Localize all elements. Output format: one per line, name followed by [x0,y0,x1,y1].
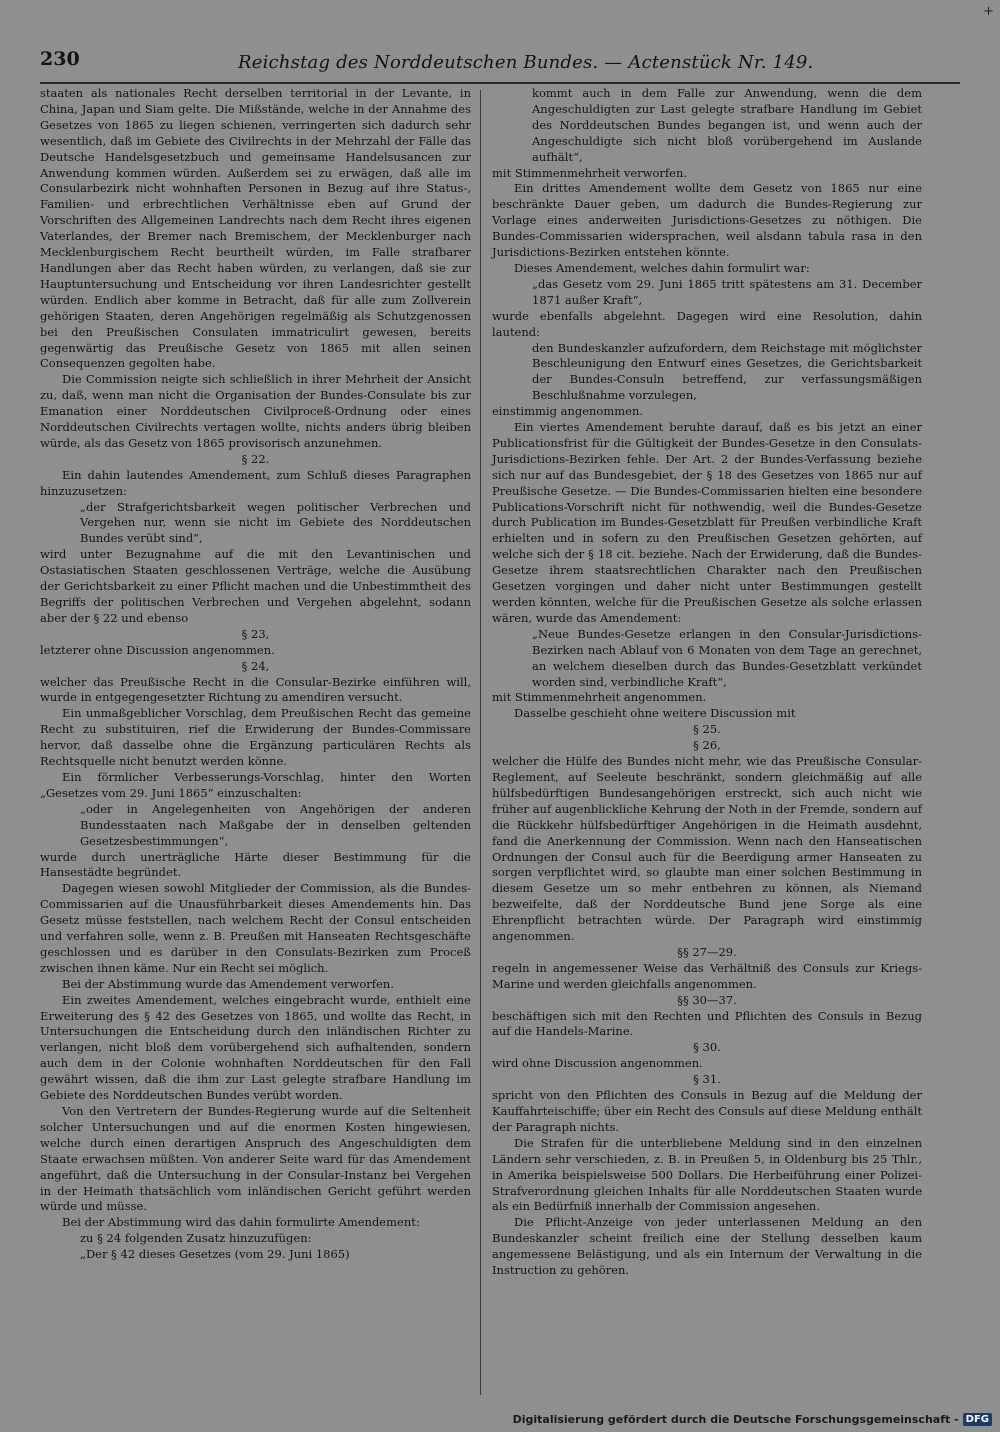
paragraph: Dieses Amendement, welches dahin formulirt war: [514,260,810,275]
paragraph: Ein dahin lautendes Amendement, zum Schluß dieses Paragraphen hinzuzusetzen: [40,467,471,498]
right-column [492,86,922,1279]
section-heading: § 26, [693,738,721,753]
section-heading: § 24, [241,658,270,673]
section-heading: § 30. [693,1040,721,1055]
paragraph: letzterer ohne Discussion angenommen. [40,642,275,657]
paragraph: mit Stimmenmehrheit angenommen. [492,690,707,705]
paragraph: „der Strafgerichtsbarkeit wegen politischer Verbrechen und Vergehen nur, wenn sie nicht im Gebiete des Norddeutschen Bundes verübt sind“, [80,499,471,546]
paragraph: wurde durch unerträgliche Härte dieser Bestimmung für die Hansestädte begründet. [40,849,471,880]
paragraph: Die Strafen für die unterbliebene Meldung sind in den einzelnen Ländern sehr verschieden, z. B. in Preußen 5, in Oldenburg bis 25 Thlr., in Amerika beispielsweise 500 Dollars. Die Herbeiführung einer Polizei-Strafverordnung gleichen Inhalts für alle Norddeutschen Staaten wurde als ein Bedürfniß innerhalb der Commission angesehen. [492,1135,922,1214]
footer-credit: Digitalisierung gefördert durch die Deutsche Forschungsgemeinschaft - [512,1413,959,1426]
paragraph: welcher das Preußische Recht in die Consular-Bezirke einführen will, wurde in entgegengesetzter Richtung zu amendiren versucht. [40,674,471,705]
section-heading: § 22. [241,451,270,466]
paragraph: regeln in angemessener Weise das Verhältniß des Consuls zur Kriegs-Marine und werden gleichfalls angenommen. [492,960,922,991]
scan-edge-mark: + [983,4,994,19]
header-rule [40,82,960,84]
paragraph: Von den Vertretern der Bundes-Regierung wurde auf die Seltenheit solcher Untersuchungen und auf die enormen Kosten hingewiesen, welche durch einen derartigen Anspruch des Angeschuldigten dem Staate erwachsen müßten. Von anderer Seite ward für das Amendement angeführt, daß die Untersuchung in der Consular-Instanz bei Vergehen in der Heimath thatsächlich vom inländischen Gericht geführt werden würde und müsse. [40,1104,471,1214]
column-divider [480,90,481,1395]
paragraph: den Bundeskanzler aufzufordern, dem Reichstage mit möglichster Beschleunigung den Entwurf eines Gesetzes, die Gerichtsbarkeit der Bundes-Consuln betreffend, zur verfassungsmäßigen Beschlußnahme vorzulegen, [532,340,922,403]
running-head: Reichstag des Norddeutschen Bundes. — Actenstück Nr. 149. [238,52,814,73]
paragraph: „Neue Bundes-Gesetze erlangen in den Consular-Jurisdictions-Bezirken nach Ablauf von 6 Monaten von dem Tage an gerechnet, an welchem dieselben durch das Bundes-Gesetzblatt verkündet worden sind, verbindliche Kraft“, [532,626,922,689]
paragraph: Die Pflicht-Anzeige von jeder unterlassenen Meldung an den Bundeskanzler scheint freilich eine der Stellung desselben kaum angemessene Belästigung, und als ein Internum der Verwaltung in die Instruction zu gehören. [492,1215,922,1278]
paragraph: staaten als nationales Recht derselben territorial in der Levante, in China, Japan und Siam gelte. Die Mißstände, welche in der Annahme des Gesetzes von 1865 zu liegen schienen, verringerten sich dadurch sehr wesentlich, daß im Gebiete des Civilrechts in der Mehrzahl der Fälle das Deutsche Handelsgesetzbuch und gemeinsame Handelsusancen zur Anwendung kommen würden. Außerdem sei zu erwägen, daß alle im Consularbezirk nicht wohnhaften Personen in Bezug auf ihre Status-, Familien- und erbrechtlichen Verhältnisse eben auf Grund der Vorschriften des Allgemeinen Landrechts nach dem Recht ihres eigenen Vaterlandes, der Bremer nach Bremischem, der Mecklenburger nach Mecklenburgischem Recht beurtheilt würden, im Falle strafbarer Handlungen aber das Recht haben würden, zu verlangen, daß sie zur Hauptuntersuchung und Entscheidung vor ihren Landesrichter gestellt würden. Endlich aber komme in Betracht, daß für alle zum Zollverein gehörigen Staaten, deren Angehörigen regelmäßig als Schutzgenossen bei den Preußischen Consulaten immatriculirt gewesen, bereits gegenwärtig das Preußische Gesetz von 1865 mit allen seinen Consequenzen gegolten habe. [40,86,471,371]
paragraph: spricht von den Pflichten des Consuls in Bezug auf die Meldung der Kauffahrteischiffe; über ein Recht des Consuls auf diese Meldung enthält der Paragraph nichts. [492,1088,922,1134]
paragraph: „oder in Angelegenheiten von Angehörigen der anderen Bundesstaaten nach Maßgabe der in denselben geltenden Gesetzesbestimmungen“, [80,801,471,848]
paragraph: Ein unmaßgeblicher Vorschlag, dem Preußischen Recht das gemeine Recht zu substituiren, rief die Erwiderung der Bundes-Commissare hervor, daß dasselbe ohne die Ergänzung particulären Rechts als Rechtsquelle nicht benutzt werden könne. [40,706,471,769]
section-heading: § 31. [693,1072,721,1087]
paragraph: beschäftigen sich mit den Rechten und Pflichten des Consuls in Bezug auf die Handels-Marine. [492,1008,922,1039]
paragraph: wird ohne Discussion angenommen. [492,1056,703,1071]
paragraph: Die Commission neigte sich schließlich in ihrer Mehrheit der Ansicht zu, daß, wenn man nicht die Organisation der Bundes-Consulate bis zur Emanation einer Norddeutschen Civilproceß-Ordnung oder eines Norddeutschen Civilrechts vertagen wollte, nichts anders übrig bleiben würde, als das Gesetz von 1865 provisorisch anzunehmen. [40,372,471,450]
paragraph: einstimmig angenommen. [492,404,644,419]
footer [513,1413,992,1426]
paragraph: Dagegen wiesen sowohl Mitglieder der Commission, als die Bundes-Commissarien auf die Unausführbarkeit dieses Amendements hin. Das Gesetz müsse feststellen, nach welchem Recht der Consul entscheiden und verfahren solle, wenn z. B. Preußen mit Hanseaten Rechtsgeschäfte geschlossen und es darüber in den Consulats-Bezirken zum Proceß zwischen ihnen käme. Nur ein Recht sei möglich. [40,881,471,975]
paragraph: „das Gesetz vom 29. Juni 1865 tritt spätestens am 31. December 1871 außer Kraft“, [532,276,922,307]
paragraph: zu § 24 folgenden Zusatz hinzuzufügen: [80,1231,312,1246]
paragraph: Bei der Abstimmung wurde das Amendement verworfen. [62,976,394,991]
left-column [40,86,471,1263]
paragraph: Ein viertes Amendement beruhte darauf, daß es bis jetzt an einer Publicationsfrist für die Gültigkeit der Bundes-Gesetze in den Consulats-Jurisdictions-Bezirken fehle. Der Art. 2 der Bundes-Verfassung beziehe sich nur auf das Bundesgebiet, der § 18 des Gesetzes von 1865 nur auf Preußische Gesetze. — Die Bundes-Commissarien hielten eine besondere Publications-Vorschrift nicht für nothwendig, weil die Bundes-Gesetze durch Publication im Bundes-Gesetzblatt für Preußen verbindliche Kraft erhielten und in sofern zu den Preußischen Gesetzen gehörten, auf welche sich der § 18 cit. beziehe. Nach der Erwiderung, daß die Bundes-Gesetze ihrem staatsrechtlichen Charakter nach den Preußischen Gesetzen vorgingen und daher nicht unter Bestimmungen gestellt werden könnten, welche für die Preußischen Gesetze als solche erlassen wären, wurde das Amendement: [492,420,922,625]
paragraph: mit Stimmenmehrheit verworfen. [492,165,688,180]
paragraph: Ein zweites Amendement, welches eingebracht wurde, enthielt eine Erweiterung des § 42 des Gesetzes von 1865, und wollte das Recht, in Untersuchungen die Entscheidung durch den inländischen Richter zu verlangen, nicht bloß dem vorübergehend sich aufhaltenden, sondern auch dem in der Colonie wohnhaften Norddeutschen für den Fall gewährt wissen, daß die ihm zur Last gelegte strafbare Handlung im Gebiete des Norddeutschen Bundes verübt worden. [40,992,471,1103]
paragraph: wurde ebenfalls abgelehnt. Dagegen wird eine Resolution, dahin lautend: [492,308,922,339]
paragraph: Ein förmlicher Verbesserungs-Vorschlag, hinter den Worten „Gesetzes vom 29. Juni 1865“ einzuschalten: [40,769,471,800]
page-number: 230 [40,48,80,70]
paragraph: Dasselbe geschieht ohne weitere Discussion mit [514,706,796,721]
paragraph: Bei der Abstimmung wird das dahin formulirte Amendement: [62,1215,420,1230]
section-heading: § 23, [241,626,270,641]
paragraph: Ein drittes Amendement wollte dem Gesetz von 1865 nur eine beschränkte Dauer geben, um dadurch die Bundes-Regierung zur Vorlage eines anderweiten Jurisdictions-Gesetzes zu nöthigen. Die Bundes-Commissarien widersprachen, weil alsdann tabula rasa in den Jurisdictions-Bezirken entstehen könnte. [492,181,922,260]
section-heading: §§ 30—37. [677,992,737,1007]
section-heading: §§ 27—29. [677,944,737,959]
section-heading: § 25. [693,722,721,737]
paragraph: kommt auch in dem Falle zur Anwendung, wenn die dem Angeschuldigten zur Last gelegte strafbare Handlung im Gebiet des Norddeutschen Bundes begangen ist, und wenn auch der Angeschuldigte sich nicht bloß vorübergehend im Auslande aufhält“, [532,86,922,164]
dfg-logo: DFG [963,1413,992,1426]
paragraph: welcher die Hülfe des Bundes nicht mehr, wie das Preußische Consular-Reglement, auf Seeleute beschränkt, sondern gleichmäßig auf alle hülfsbedürftigen Bundesangehörigen erstreckt, sich auch nicht wie früher auf augenblickliche Kehrung der Noth in der Fremde, sondern auf die Rückkehr hülfsbedürftiger Angehörigen in die Heimath ausdehnt, fand die Anerkennung der Commission. Wenn nach den Hanseatischen Ordnungen der Consul auch für die Beerdigung armer Hanseaten zu sorgen verpflichtet wird, so glaubte man einer solchen Bestimmung in diesem Gesetze um so mehr entbehren zu können, als Niemand bezweifelte, daß der Norddeutsche Bund jene Sorge als eine Ehrenpflicht betrachten würde. Der Paragraph wird einstimmig angenommen. [492,754,922,944]
paragraph: wird unter Bezugnahme auf die mit den Levantinischen und Ostasiatischen Staaten geschlossenen Verträge, welche die Ausübung der Gerichtsbarkeit zu einer Pflicht machen und die Unbestimmtheit des Begriffs der politischen Verbrechen und Vergehen abgelehnt, sodann aber der § 22 und ebenso [40,547,471,625]
paragraph: „Der § 42 dieses Gesetzes (vom 29. Juni 1865) [80,1247,350,1262]
